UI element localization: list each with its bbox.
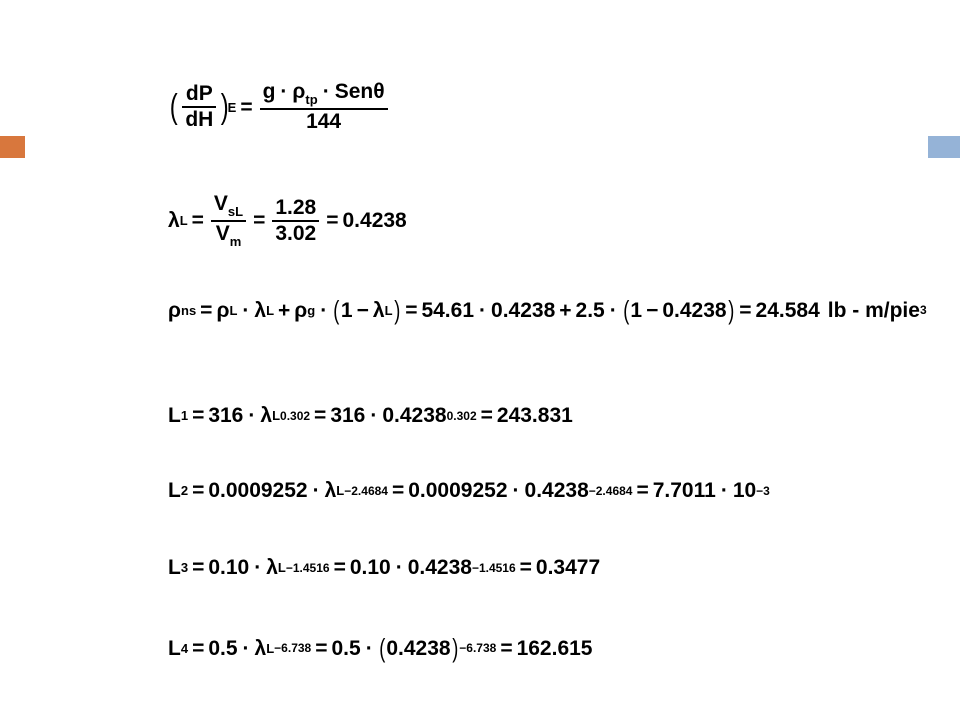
result-value: 0.3477: [535, 556, 601, 579]
subscript-e: E: [227, 99, 237, 115]
result-value: 24.584: [755, 298, 820, 322]
left-accent-bar: [0, 136, 25, 158]
fraction-dp-dh: [182, 82, 216, 132]
result-value: 162.615: [516, 636, 593, 660]
equation-pressure-gradient: ( $\frac{dP}{dH}$ ) E = $\frac{g \cdot \rho_{tp} \cdot Sen\theta}{144}$: [168, 80, 391, 134]
result-value: 0.4238: [342, 209, 407, 233]
result-value: 7.7011: [652, 479, 716, 502]
result-value: 243.831: [496, 404, 573, 427]
right-accent-bar: [928, 136, 960, 158]
equation-no-slip-density: ρ ns = ρ L · λ L + ρ g · ( 1 − λ L ) = 54.61 · 0.4238 + 2.5 · ( 1 − 0.4238 ) = 24.584 lb - m/pie 3: [168, 295, 927, 325]
fraction-velocity: $\frac{V_{sL}}{V_m}$: [211, 192, 246, 250]
equation-liquid-holdup: λ L = $\frac{V_{sL}}{V_m}$ = $\frac{1.28}{3.02}$ = 0.4238: [168, 192, 407, 249]
fraction-rhs: [260, 80, 388, 134]
left-paren: (: [169, 88, 178, 127]
equation-l3: L 3 = 0.10 · λ L −1.4516 = 0.10 · 0.4238 −1.4516 = 0.3477: [168, 556, 601, 579]
right-paren: ): [221, 88, 229, 127]
fraction-values: $\frac{1.28}{3.02}$: [272, 196, 319, 246]
equation-l4: L 4 = 0.5 · λ L −6.738 = 0.5 · ( 0.4238 ) −6.738 = 162.615: [168, 633, 593, 663]
units: lb - m/pie: [827, 298, 920, 322]
equation-l2: L 2 = 0.0009252 · λ L −2.4684 = 0.0009252 · 0.4238 −2.4684 = 7.7011 · 10 −3: [168, 479, 770, 502]
denominator: 144: [306, 109, 342, 133]
numerator: dP: [185, 81, 213, 105]
numerator: $g \cdot \rho_{tp} \cdot Sen\theta$: [262, 80, 385, 107]
denominator: dH: [185, 108, 214, 132]
equation-l1: L 1 = 316 · λ L 0.302 = 316 · 0.4238 0.302 = 243.831: [168, 404, 573, 427]
